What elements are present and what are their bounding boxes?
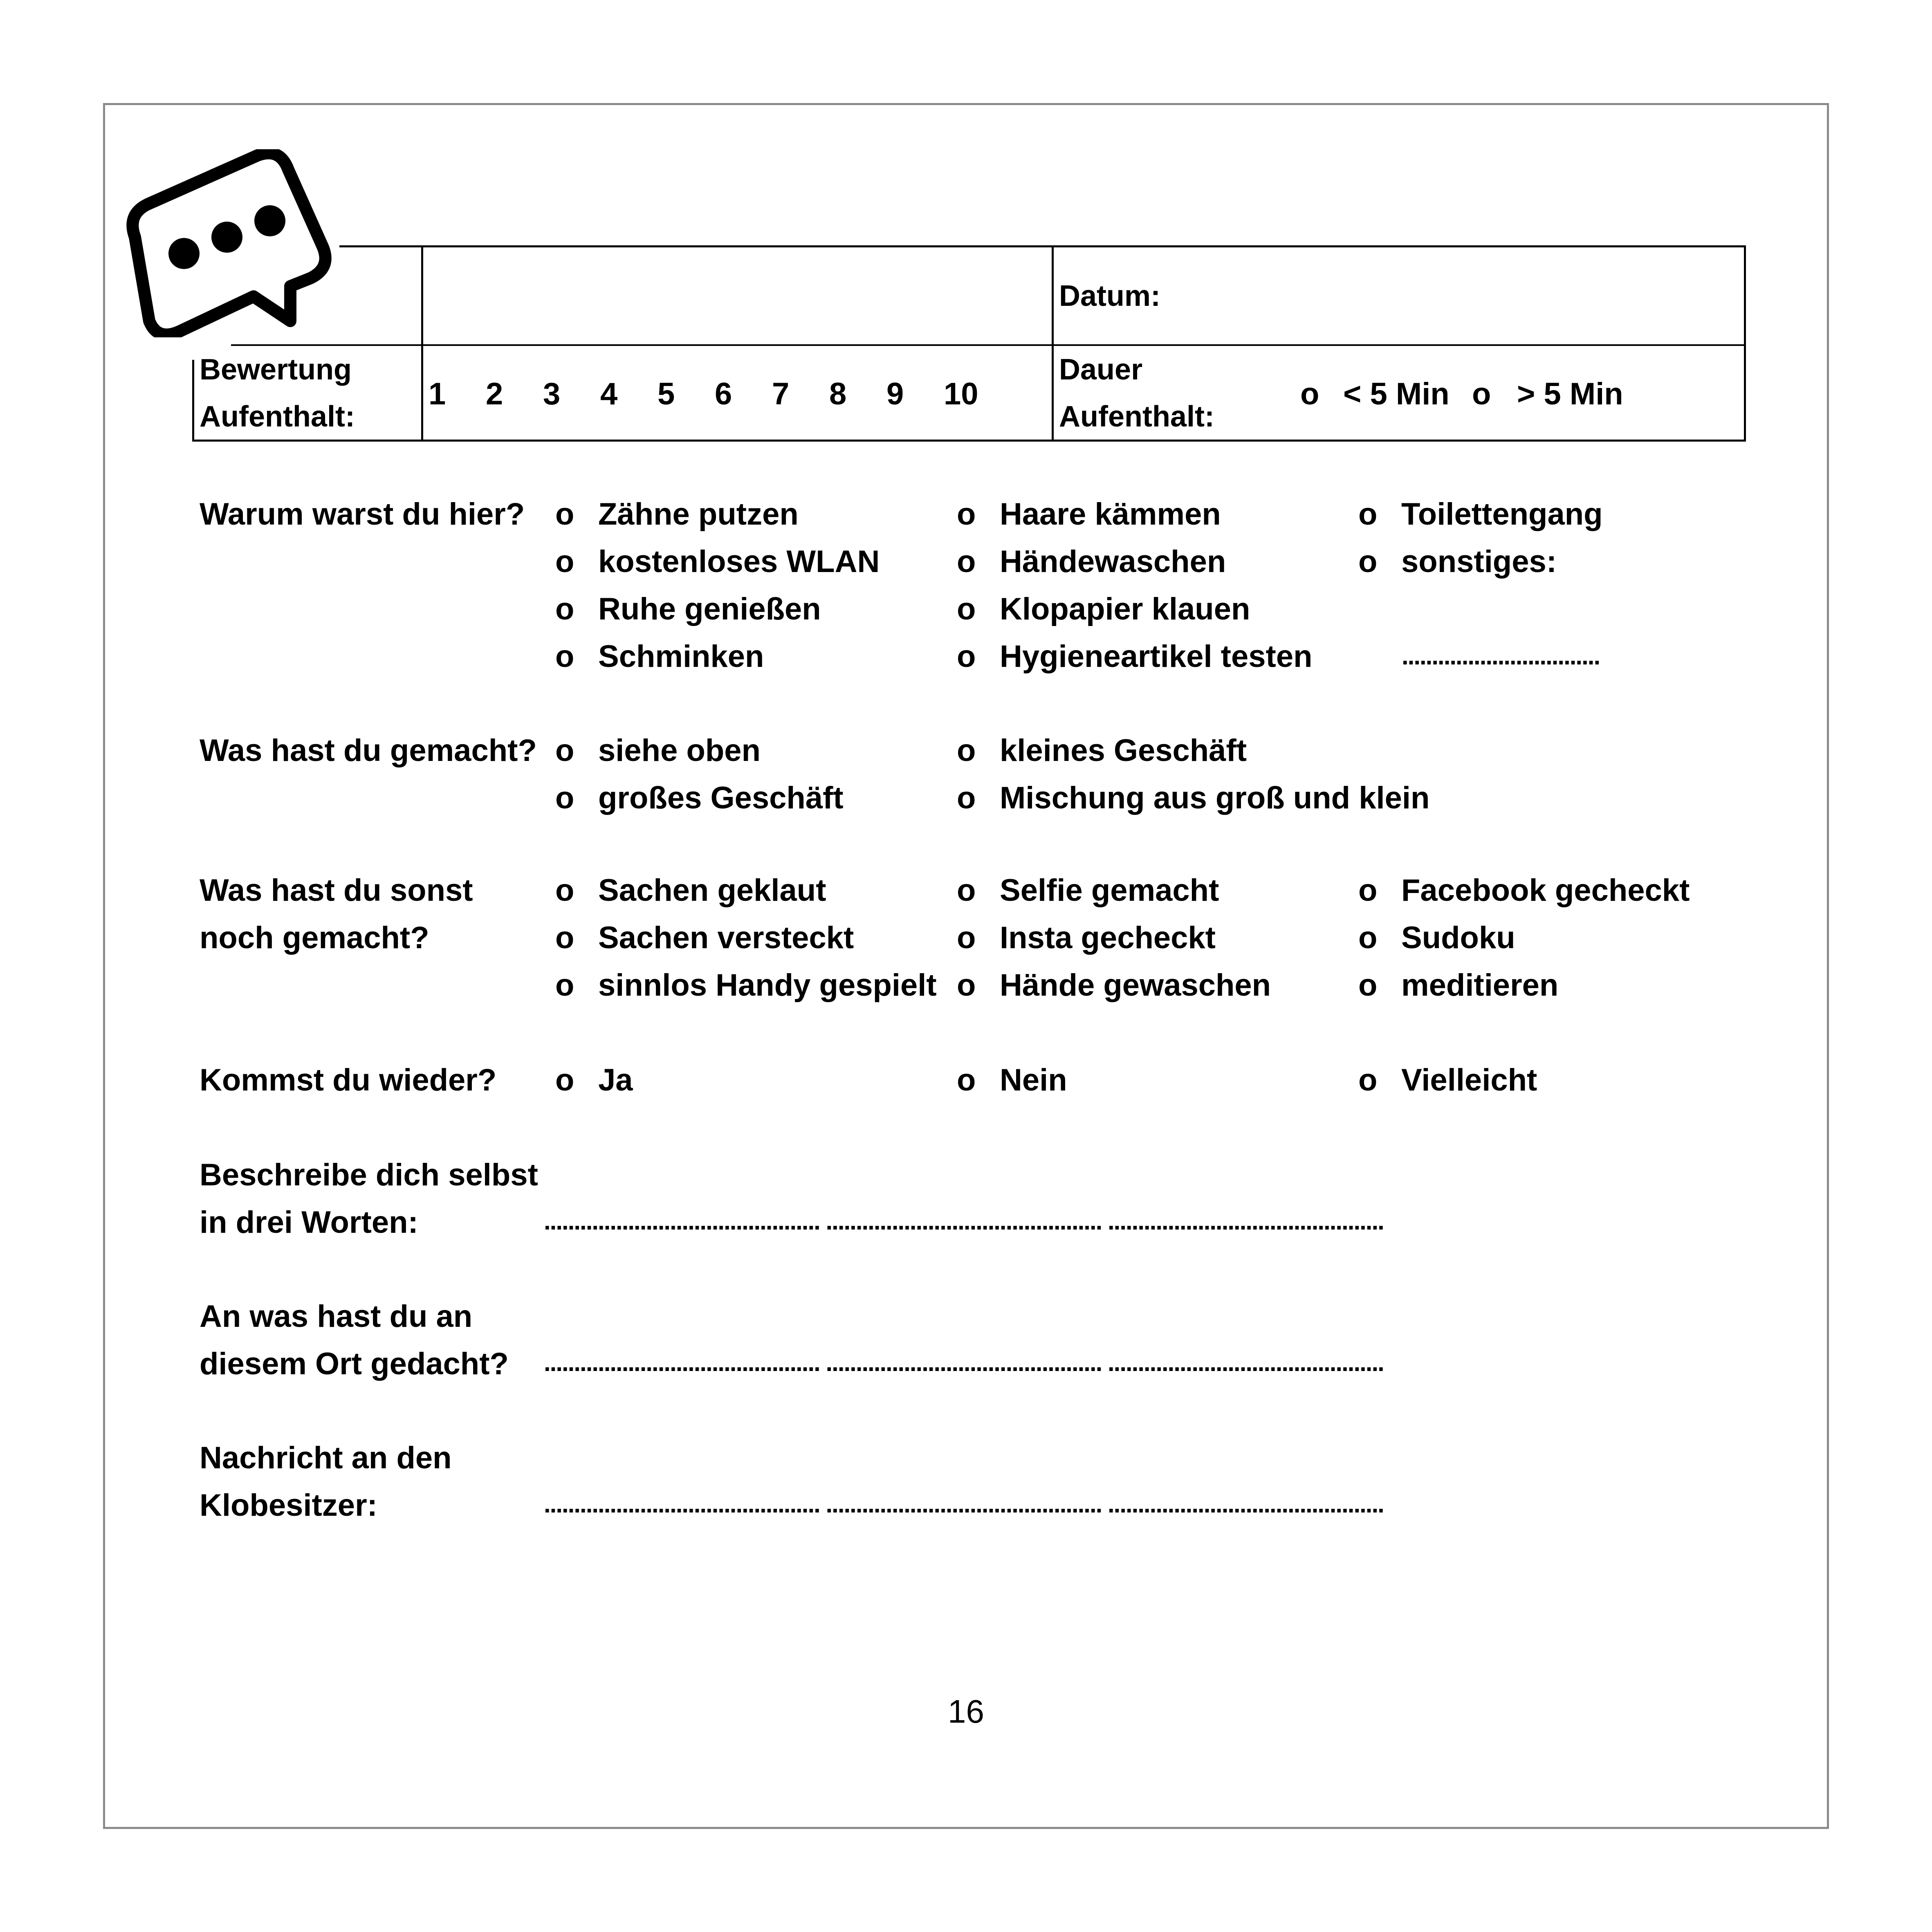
else-option-stolen[interactable]: o Sachen geklaut [555,873,826,908]
why-other-blank[interactable]: ................................. [1402,642,1600,670]
why-option-toilet[interactable]: o Toilettengang [1358,497,1603,532]
why-option-teeth[interactable]: o Zähne putzen [555,497,799,532]
why-option-other[interactable]: o sonstiges: [1358,544,1557,579]
what-option-small[interactable]: o kleines Geschäft [957,733,1247,768]
header-divider-1 [421,245,423,441]
why-option-handwash[interactable]: o Händewaschen [957,544,1226,579]
rating-option-9[interactable]: 9 [886,377,904,411]
duration-label-line2: Aufenthalt: [1059,400,1214,433]
rating-label-line1: Bewertung [200,353,352,386]
header-bottom-line [192,440,1746,442]
question-else-label-line2: noch gemacht? [200,920,429,955]
rating-option-3[interactable]: 3 [543,377,561,411]
header-divider-2 [1052,245,1054,441]
duration-option-under-5[interactable]: < 5 Min [1343,377,1450,411]
why-option-toiletpaper[interactable]: o Klopapier klauen [957,592,1250,626]
else-option-sudoku[interactable]: o Sudoku [1358,920,1515,955]
else-option-meditate[interactable]: o meditieren [1358,968,1559,1003]
why-option-wlan[interactable]: o kostenloses WLAN [555,544,880,579]
duration-option-over-5[interactable]: > 5 Min [1517,377,1623,411]
rating-option-1[interactable]: 1 [429,377,446,411]
speech-bubble-icon [119,149,339,337]
header-right-border [1744,245,1746,441]
thought-answer-blank[interactable]: .............................................. .............................................. .............................................. [544,1349,1384,1376]
else-option-handswashed[interactable]: o Hände gewaschen [957,968,1271,1003]
rating-option-8[interactable]: 8 [829,377,847,411]
why-option-hair[interactable]: o Haare kämmen [957,497,1221,532]
why-option-hygiene[interactable]: o Hygieneartikel testen [957,639,1313,674]
why-option-makeup[interactable]: o Schminken [555,639,764,674]
date-label: Datum: [1059,280,1160,312]
rating-option-10[interactable]: 10 [944,377,978,411]
rating-option-6[interactable]: 6 [715,377,732,411]
question-describe-label-line1: Beschreibe dich selbst [200,1158,538,1192]
rating-option-5[interactable]: 5 [657,377,675,411]
what-option-big[interactable]: o großes Geschäft [555,781,844,815]
question-else-label-line1: Was hast du sonst [200,873,473,908]
message-answer-blank[interactable]: .............................................. .............................................. .............................................. [544,1490,1384,1518]
rating-option-7[interactable]: 7 [772,377,790,411]
header-top-line [339,245,1746,247]
header-middle-line [231,344,1746,346]
duration-options [1300,376,1734,417]
else-option-hidden[interactable]: o Sachen versteckt [555,920,854,955]
question-thought-label-line2: diesem Ort gedacht? [200,1346,509,1381]
what-option-see-above[interactable]: o siehe oben [555,733,761,768]
question-message-label-line1: Nachricht an den [200,1441,452,1475]
else-option-facebook[interactable]: o Facebook gecheckt [1358,873,1690,908]
else-option-insta[interactable]: o Insta gecheckt [957,920,1216,955]
duration-bullet-1[interactable]: o [1300,377,1319,411]
question-message-label-line2: Klobesitzer: [200,1488,377,1523]
question-thought-label-line1: An was hast du an [200,1299,473,1334]
date-field[interactable] [1186,272,1717,320]
name-field[interactable] [429,270,1043,319]
rating-option-2[interactable]: 2 [486,377,503,411]
duration-label-line1: Dauer [1059,353,1143,386]
page-number: 16 [948,1693,984,1730]
describe-answer-blank[interactable]: .............................................. .............................................. .............................................. [544,1207,1384,1235]
rating-option-4[interactable]: 4 [600,377,618,411]
return-option-yes[interactable]: o Ja [555,1063,633,1097]
rating-scale [429,376,1042,417]
duration-bullet-2[interactable]: o [1472,377,1491,411]
return-option-maybe[interactable]: o Vielleicht [1358,1063,1537,1097]
what-option-mix[interactable]: o Mischung aus groß und klein [957,781,1430,815]
return-option-no[interactable]: o Nein [957,1063,1067,1097]
rating-label-line2: Aufenthalt: [200,400,355,433]
question-return-label: Kommst du wieder? [200,1063,497,1097]
question-why-label: Warum warst du hier? [200,497,525,532]
question-describe-label-line2: in drei Worten: [200,1205,418,1240]
question-what-label: Was hast du gemacht? [200,733,537,768]
header-left-border [192,360,194,441]
why-option-quiet[interactable]: o Ruhe genießen [555,592,821,626]
else-option-phone[interactable]: o sinnlos Handy gespielt [555,968,937,1003]
else-option-selfie[interactable]: o Selfie gemacht [957,873,1219,908]
